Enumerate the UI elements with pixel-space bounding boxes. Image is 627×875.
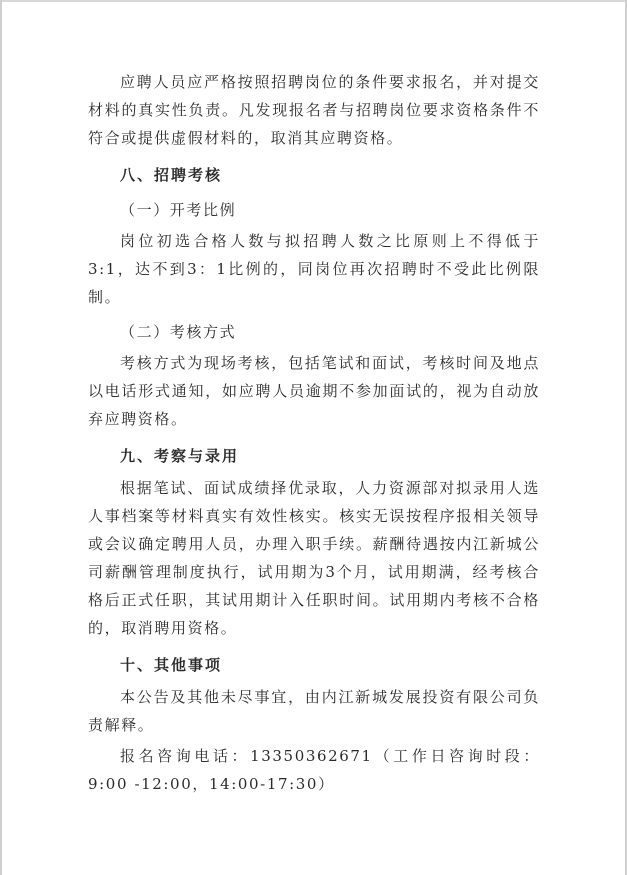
section-9-heading: 九、考察与录用 (120, 447, 240, 465)
section-8-sub-1-paragraph: 岗位初选合格人数与拟招聘人数之比原则上不得低于3:1，达不到3：1比例的，同岗位再次招聘时不受此比例限制。 (88, 232, 540, 306)
section-8-heading: 八、招聘考核 (120, 166, 223, 184)
section-10-paragraph: 本公告及其他未尽事宜，由内江新城发展投资有限公司负责解释。 (88, 688, 540, 734)
intro-paragraph: 应聘人员应严格按照招聘岗位的条件要求报名，并对提交材料的真实性负责。凡发现报名者与招聘岗位要求资格条件不符合或提供虚假材料的，取消其应聘资格。 (88, 73, 540, 147)
section-9-paragraph: 根据笔试、面试成绩择优录取，人力资源部对拟录用人选人事档案等材料真实有效性核实。核实无误按程序报相关领导或会议确定聘用人员，办理入职手续。薪酬待遇按内江新城公司薪酬管理制度执行，试用期为3个月，试用期满，经考核合格后正式任职，其试用期计入任职时间。试用期内考核不合格的，取消聘用资格。 (88, 479, 540, 637)
contact-paragraph: 报名咨询电话：13350362671（工作日咨询时段：9:00 -12:00，14:00-17:30） (88, 747, 540, 793)
page-edge-left (0, 0, 2, 875)
document-body (88, 68, 540, 798)
section-8-sub-2-paragraph: 考核方式为现场考核，包括笔试和面试，考核时间及地点以电话形式通知，如应聘人员逾期不参加面试的，视为自动放弃应聘资格。 (88, 354, 540, 428)
section-8-sub-1-heading: （一）开考比例 (120, 201, 237, 219)
section-8-sub-2-heading: （二）考核方式 (120, 323, 237, 341)
page-edge-top (0, 0, 627, 2)
section-10-heading: 十、其他事项 (120, 656, 223, 674)
